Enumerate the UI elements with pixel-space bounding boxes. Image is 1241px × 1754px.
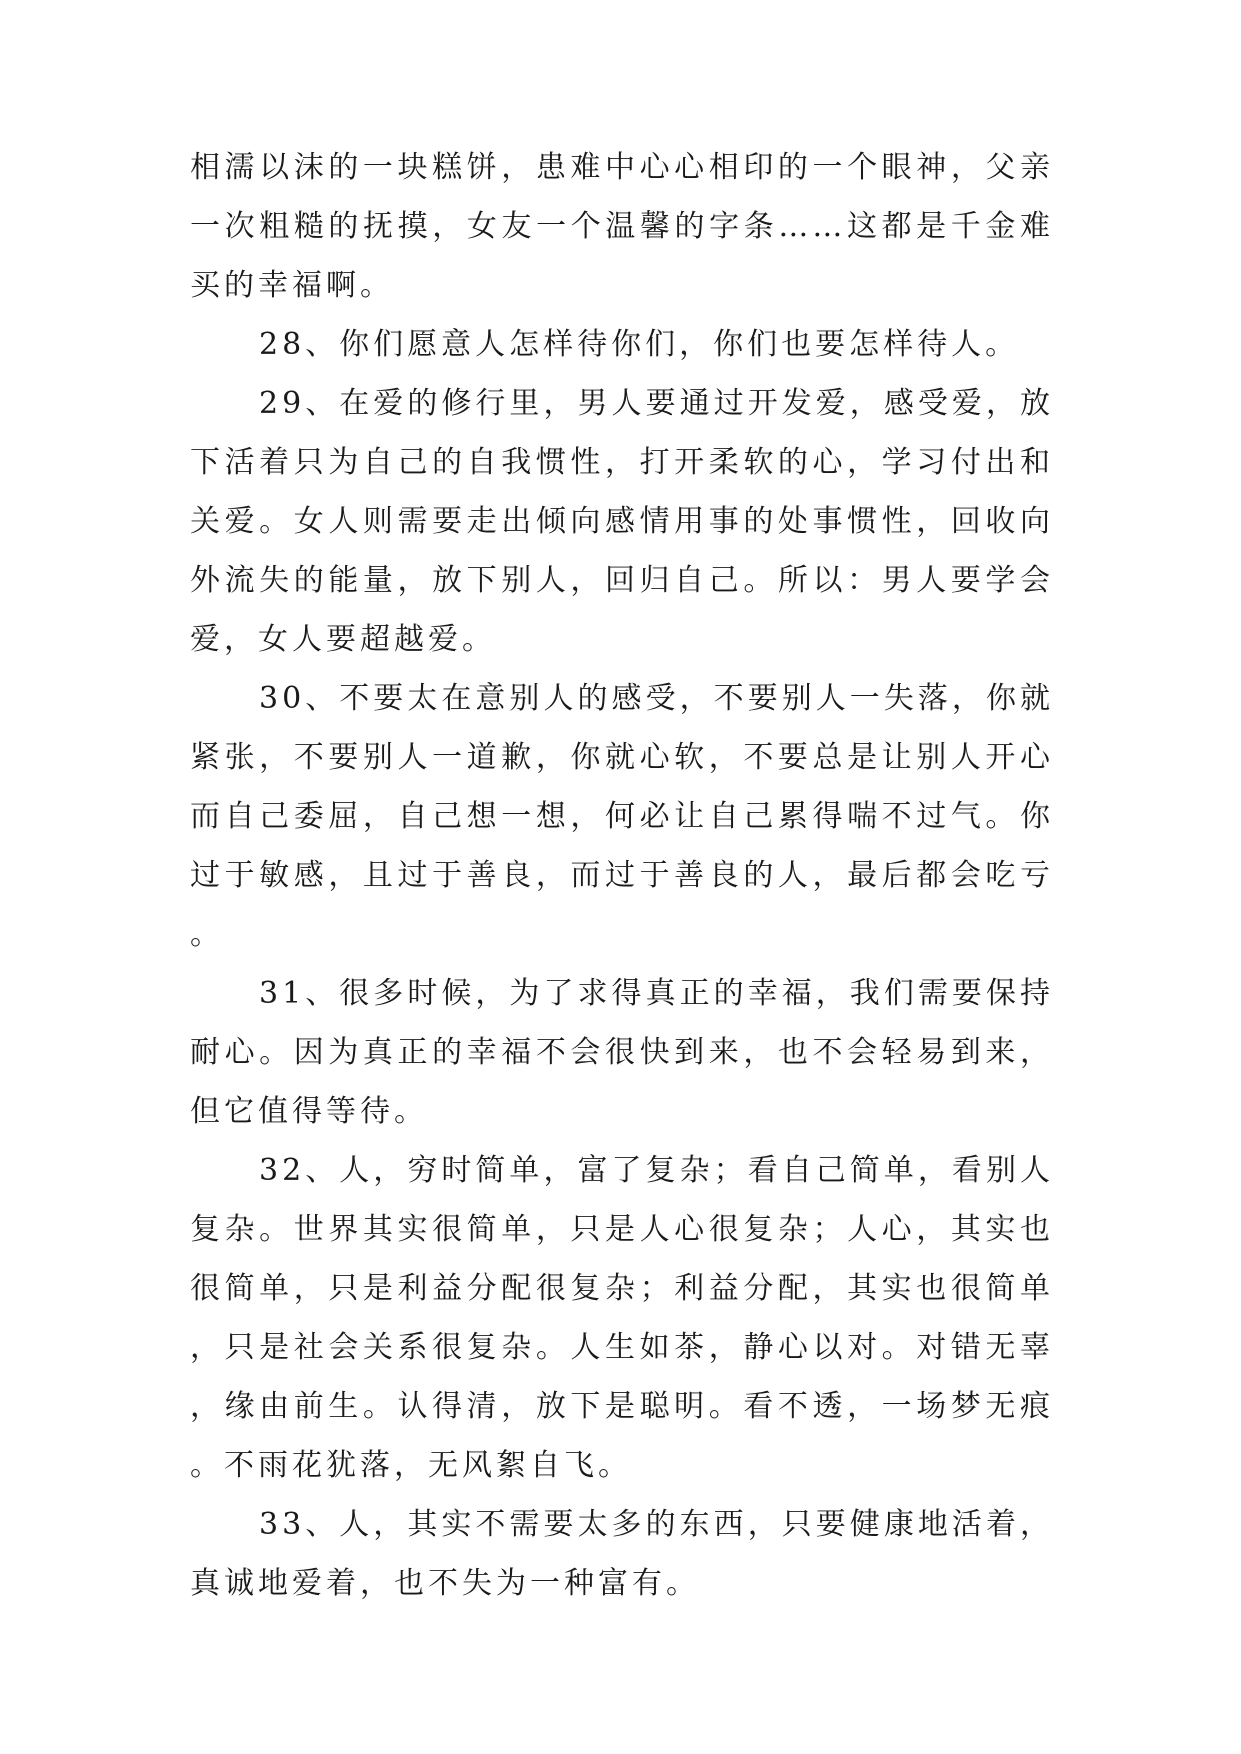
paragraph-33: 33、人，其实不需要太多的东西，只要健康地活着，真诚地爱着，也不失为一种富有。 [190,1507,1054,1601]
paragraph-29: 29、在爱的修行里，男人要通过开发爱，感受爱，放下活着只为自己的自我惯性，打开柔软的心，学习付出和关爱。女人则需要走出倾向感情用事的处事惯性，回收向外流失的能量，放下别人，回归自己。所以：男人要学会爱，女人要超越爱。 [190,386,1054,657]
document-page [190,138,1054,1613]
paragraph-28: 28、你们愿意人怎样待你们，你们也要怎样待人。 [259,327,1020,362]
paragraph-27-continued: 相濡以沫的一块糕饼，患难中心心相印的一个眼神，父亲一次粗糙的抚摸，女友一个温馨的字条……这都是千金难买的幸福啊。 [190,150,1054,303]
paragraph-32: 32、人，穷时简单，富了复杂；看自己简单，看别人复杂。世界其实很简单，只是人心很复杂；人心，其实也很简单，只是利益分配很复杂；利益分配，其实也很简单，只是社会关系很复杂。人生如茶，静心以对。对错无辜，缘由前生。认得清，放下是聪明。看不透，一场梦无痕。不雨花犹落，无风絮自飞。 [190,1153,1054,1483]
paragraph-30: 30、不要太在意别人的感受，不要别人一失落，你就紧张，不要别人一道歉，你就心软，不要总是让别人开心而自己委屈，自己想一想，何必让自己累得喘不过气。你过于敏感，且过于善良，而过于善良的人，最后都会吃亏。 [190,681,1054,952]
paragraph-31: 31、很多时候，为了求得真正的幸福，我们需要保持耐心。因为真正的幸福不会很快到来，也不会轻易到来，但它值得等待。 [190,976,1054,1129]
